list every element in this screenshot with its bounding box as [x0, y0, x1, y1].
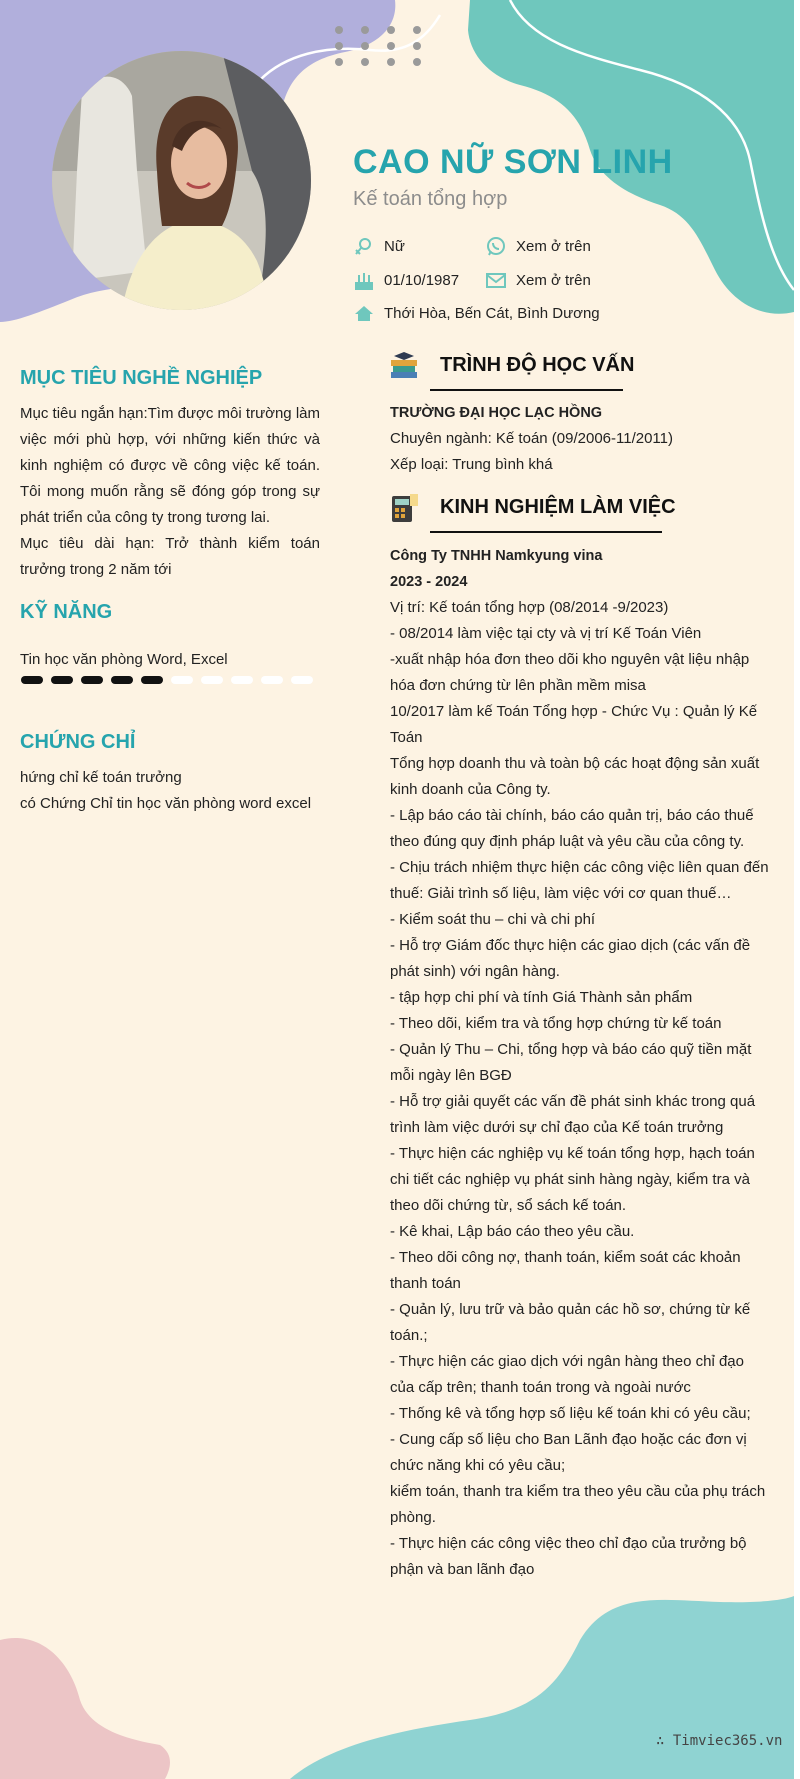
objective-title: MỤC TIÊU NGHỀ NGHIỆP: [20, 367, 263, 389]
education-underline: [430, 389, 623, 391]
calculator-icon: [388, 492, 420, 524]
skill-level-bar: [20, 675, 320, 685]
education-rank: Xếp loại: Trung bình khá: [390, 456, 553, 473]
experience-line: - Cung cấp số liệu cho Ban Lãnh đạo hoặc các đơn vị chức năng khi có yêu cầu;: [390, 1431, 747, 1474]
job-title: Kế toán tổng hợp: [353, 188, 508, 210]
experience-line: Tổng hợp doanh thu và toàn bộ các hoạt động sản xuất kinh doanh của Công ty.: [390, 755, 760, 798]
birthday-value: 01/10/1987: [384, 272, 460, 289]
experience-line: - Thực hiện các giao dịch với ngân hàng theo chỉ đạo của cấp trên; thanh toán trong và ngoài nước: [390, 1353, 744, 1396]
experience-details: [390, 543, 770, 1583]
experience-line: kiểm toán, thanh tra kiểm tra theo yêu cầu của phụ trách phòng.: [390, 1483, 766, 1526]
experience-lines: [390, 595, 770, 1583]
books-icon: [388, 350, 420, 382]
experience-line: - Lập báo cáo tài chính, báo cáo quản trị, báo cáo thuế theo đúng quy định pháp luật và yêu cầu của công ty.: [390, 807, 754, 850]
education-major: Chuyên ngành: Kế toán (09/2006-11/2011): [390, 430, 673, 447]
certificate-item: có Chứng Chỉ tin học văn phòng word excel: [20, 795, 312, 812]
home-icon: [353, 303, 375, 325]
experience-line: - Quản lý, lưu trữ và bảo quản các hồ sơ, chứng từ kế toán.;: [390, 1301, 751, 1344]
skill-dash-empty: [171, 676, 193, 684]
address-value: Thới Hòa, Bến Cát, Bình Dương: [384, 305, 600, 322]
footer-brand: [656, 1733, 782, 1749]
experience-line: - Kiểm soát thu – chi và chi phí: [390, 911, 596, 928]
experience-line: - Hỗ trợ giải quyết các vấn đề phát sinh khác trong quá trình làm việc dưới sự chỉ đạo của Kế toán trưởng: [390, 1093, 756, 1136]
experience-line: 10/2017 làm kế Toán Tổng hợp - Chức Vụ : Quản lý Kế Toán: [390, 703, 758, 746]
objective-long-term: Mục tiêu dài hạn: Trở thành kiểm toán trưởng trong 2 năm tới: [20, 535, 320, 578]
experience-line: - Quản lý Thu – Chi, tổng hợp và báo cáo quỹ tiền mặt mỗi ngày lên BGĐ: [390, 1041, 752, 1084]
certificate-item: hứng chỉ kế toán trưởng: [20, 769, 182, 786]
skill-dash-empty: [291, 676, 313, 684]
skill-dash-filled: [81, 676, 103, 684]
company-name: Công Ty TNHH Namkyung vina: [390, 548, 603, 564]
birthday-cake-icon: [353, 270, 375, 292]
skills-title: KỸ NĂNG: [20, 601, 113, 623]
skill-name: Tin học văn phòng Word, Excel: [20, 651, 228, 668]
experience-line: - Chịu trách nhiệm thực hiện các công việc liên quan đến thuế: Giải trình số liệu, làm việc với cơ quan thuế…: [390, 859, 769, 902]
skill-dash-empty: [261, 676, 283, 684]
experience-line: - Theo dõi, kiểm tra và tổng hợp chứng từ kế toán: [390, 1015, 722, 1032]
certificates-title: CHỨNG CHỈ: [20, 731, 136, 753]
profile-photo: [52, 51, 311, 310]
education-section: [388, 350, 768, 392]
objective-text: [20, 401, 320, 583]
experience-line: - Hỗ trợ Giám đốc thực hiện các giao dịch (các vấn đề phát sinh) với ngân hàng.: [390, 937, 751, 980]
experience-line: - Thực hiện các nghiệp vụ kế toán tổng hợp, hạch toán chi tiết các nghiệp vụ phát sinh hàng ngày, kiểm tra và theo dõi chứng từ, sổ sách kế toán.: [390, 1145, 755, 1214]
page-margin: [794, 0, 800, 1779]
experience-section: [388, 492, 768, 534]
experience-line: - Thống kê và tổng hợp số liệu kế toán khi có yêu cầu;: [390, 1405, 751, 1422]
skill-dash-filled: [111, 676, 133, 684]
brand-name: Timviec365.vn: [672, 1733, 783, 1749]
education-details: [390, 400, 770, 478]
experience-line: - Theo dõi công nợ, thanh toán, kiểm soát các khoản thanh toán: [390, 1249, 741, 1292]
mail-icon: [485, 270, 507, 292]
experience-line: - 08/2014 làm việc tại cty và vị trí Kế Toán Viên: [390, 625, 702, 642]
work-period: 2023 - 2024: [390, 574, 468, 590]
candidate-name: CAO NỮ SƠN LINH: [353, 143, 673, 181]
experience-line: - tập hợp chi phí và tính Giá Thành sản phẩm: [390, 989, 693, 1006]
skill-dash-filled: [51, 676, 73, 684]
phone-value: Xem ở trên: [516, 238, 591, 255]
experience-line: - Kê khai, Lập báo cáo theo yêu cầu.: [390, 1223, 635, 1240]
skill-dash-filled: [21, 676, 43, 684]
gender-value: Nữ: [384, 238, 405, 255]
email-value: Xem ở trên: [516, 272, 591, 289]
whatsapp-icon: [485, 236, 507, 258]
education-title: TRÌNH ĐỘ HỌC VẤN: [440, 354, 635, 376]
experience-line: Vị trí: Kế toán tổng hợp (08/2014 -9/2023): [390, 599, 669, 616]
experience-underline: [430, 531, 662, 533]
skill-dash-empty: [201, 676, 223, 684]
objective-short-term: Mục tiêu ngắn hạn:Tìm được môi trường làm việc mới phù hợp, với những kiến thức và kinh nghiệm có được về công việc kế toán. Tôi mong muốn rằng sẽ đóng góp trong sự phát triển của công ty trong tương lai.: [20, 405, 320, 526]
school-name: TRƯỜNG ĐẠI HỌC LẠC HỒNG: [390, 405, 603, 421]
brand-logo-icon: ∴: [656, 1733, 665, 1749]
experience-line: -xuất nhập hóa đơn theo dõi kho nguyên vật liệu nhập hóa đơn chứng từ lên phần mềm misa: [390, 651, 750, 694]
experience-title: KINH NGHIỆM LÀM VIỆC: [440, 496, 676, 518]
gender-icon: [353, 236, 375, 258]
experience-line: - Thực hiện các công việc theo chỉ đạo của trưởng bộ phận và ban lãnh đạo: [390, 1535, 747, 1578]
skill-dash-empty: [231, 676, 253, 684]
skill-dash-filled: [141, 676, 163, 684]
